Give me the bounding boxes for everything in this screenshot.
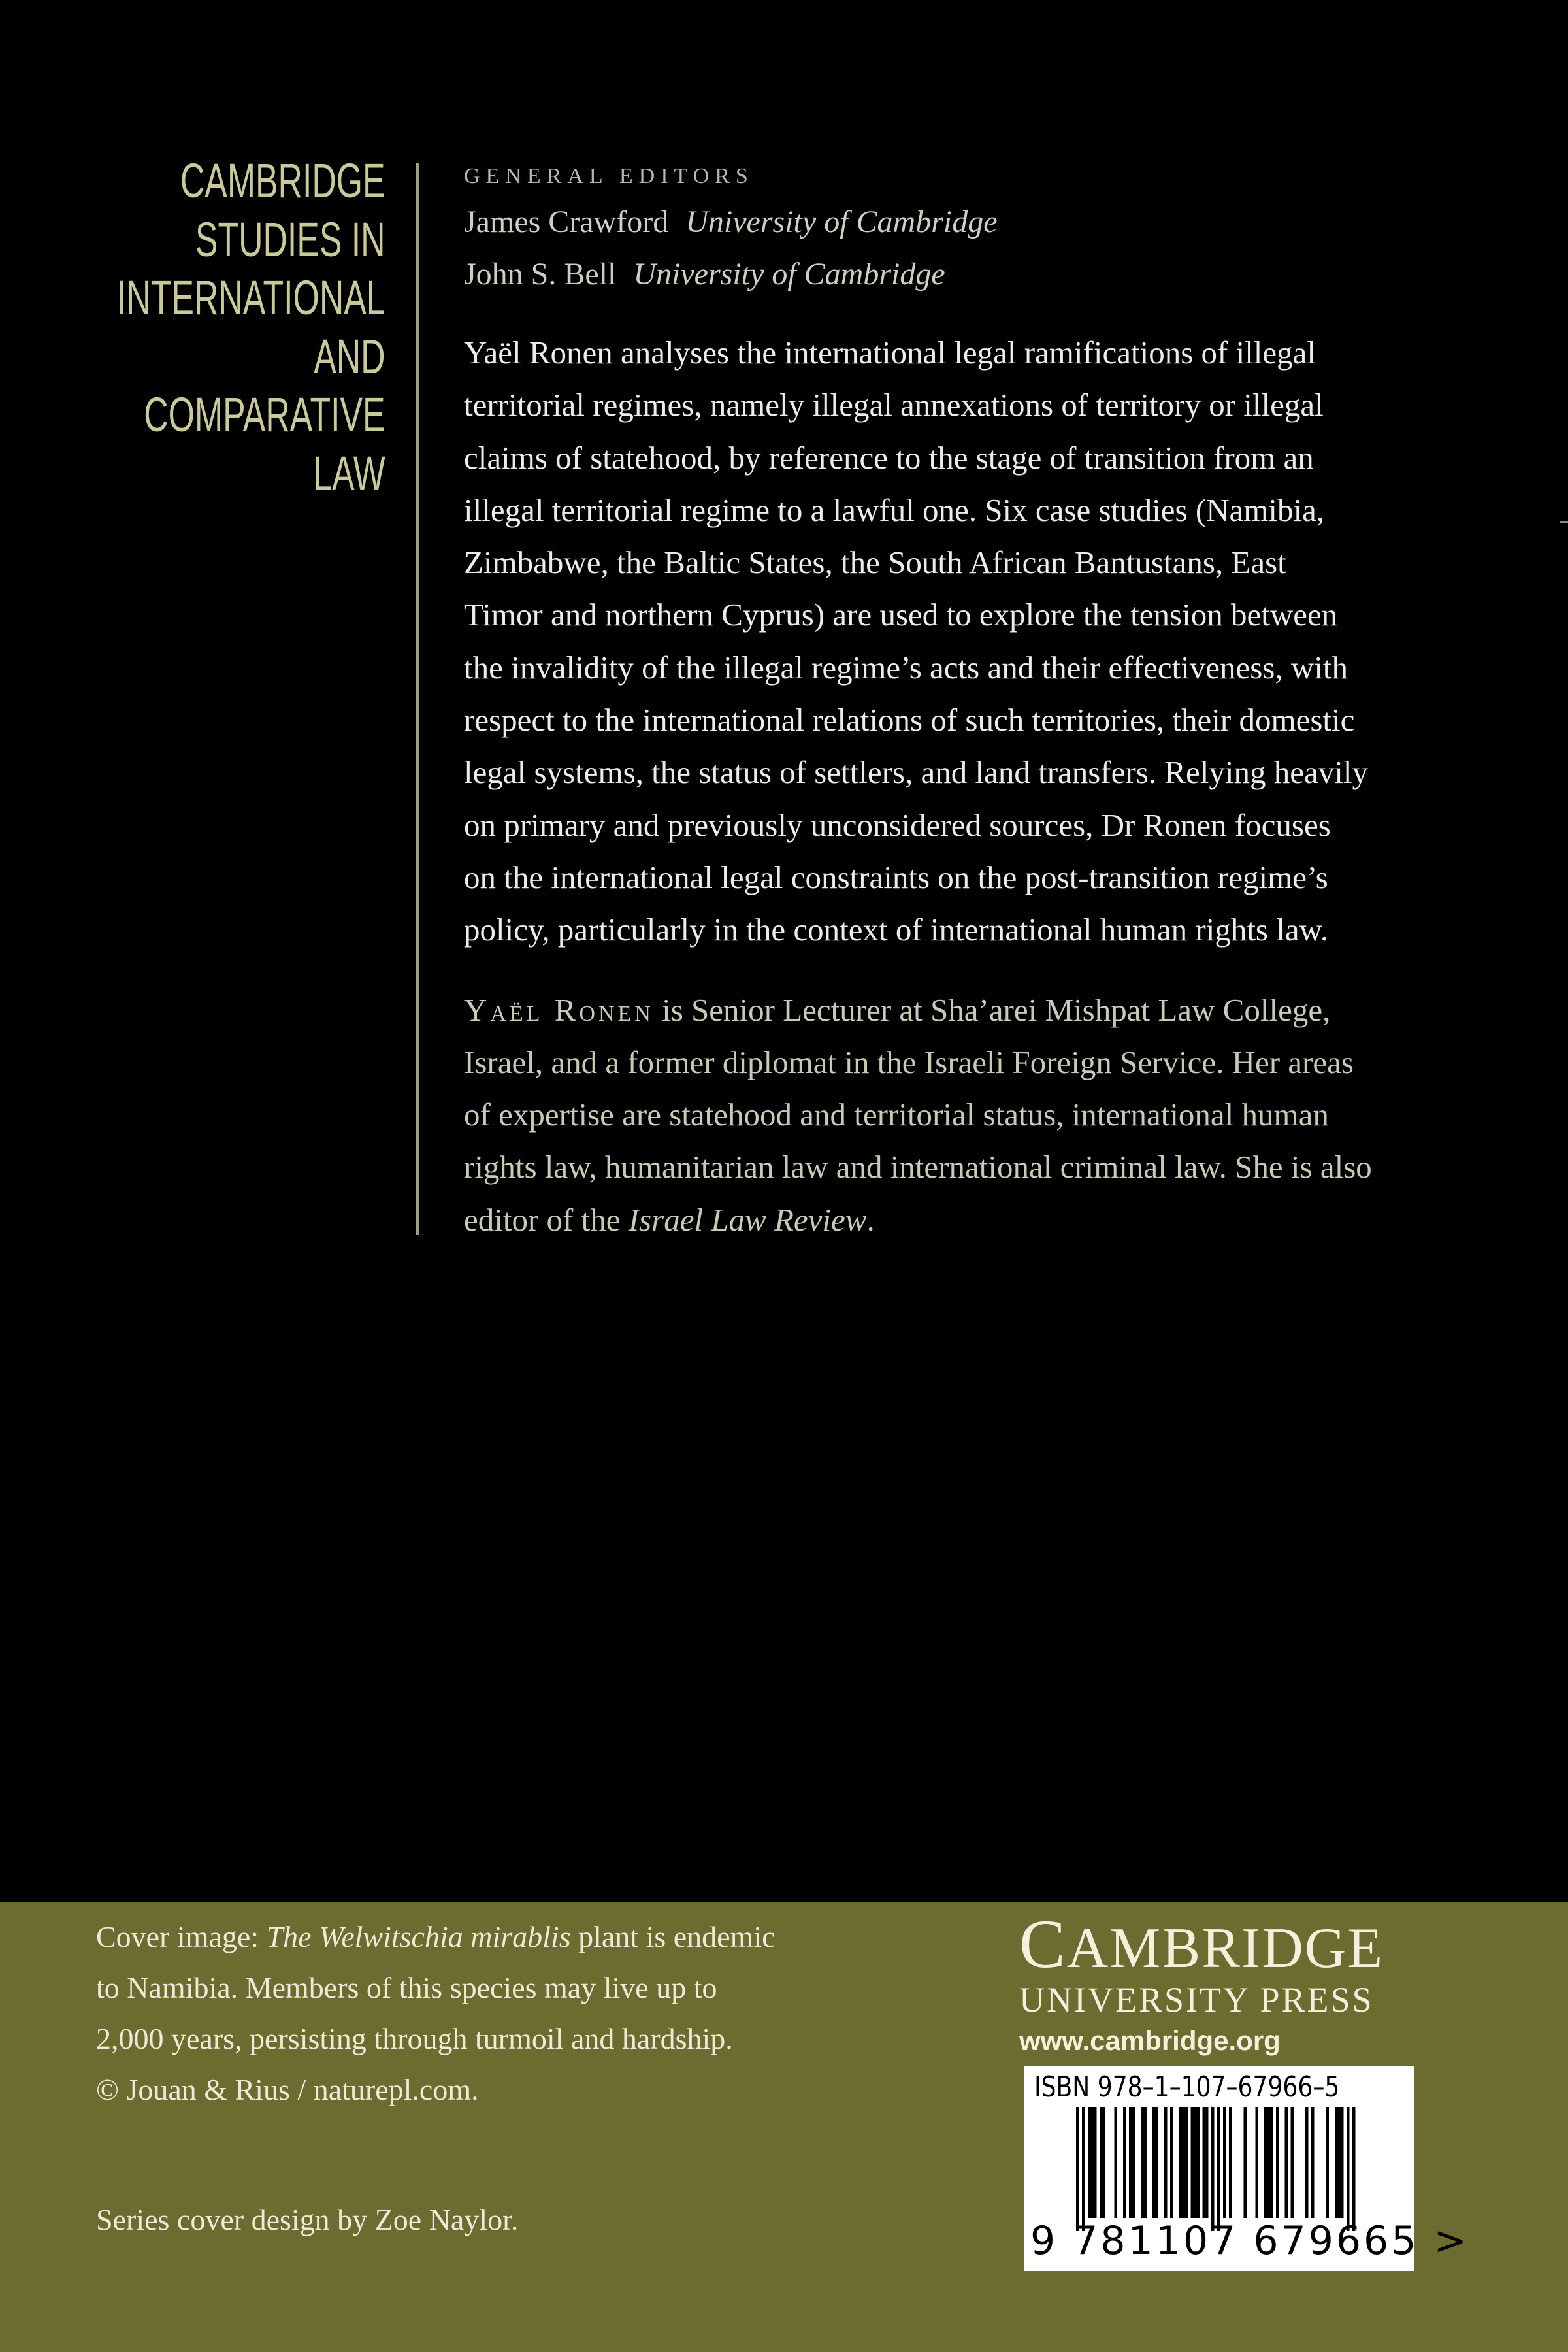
barcode-bar [1335, 2107, 1338, 2218]
publisher-subtitle: UNIVERSITY PRESS [1019, 1980, 1374, 2019]
barcode-bar [1217, 2107, 1220, 2231]
description-line: on the international legal constraints on the post-transition regime’s [464, 859, 1328, 895]
barcode-bar [1156, 2107, 1159, 2218]
barcode-bar [1103, 2107, 1106, 2218]
barcode-bar [1338, 2107, 1341, 2218]
barcode-bar [1285, 2107, 1288, 2218]
bio-line: rights law, humanitarian law and international criminal law. She is also [464, 1149, 1372, 1185]
barcode-bar [1094, 2107, 1097, 2218]
description-line: policy, particularly in the context of international human rights law. [464, 912, 1329, 948]
barcode-bar [1267, 2107, 1271, 2218]
credit-text: Cover image: [96, 1920, 267, 1953]
bio-line: of expertise are statehood and territorial status, international human [464, 1097, 1329, 1133]
barcode-bar [1347, 2107, 1350, 2231]
series-title-line: LAW [313, 446, 385, 501]
publisher-initial: C [1019, 1906, 1067, 1982]
series-title-line: STUDIES IN [195, 212, 385, 267]
barcode-bar [1341, 2107, 1344, 2218]
barcode-bar [1326, 2107, 1330, 2218]
barcode-bar [1076, 2107, 1079, 2231]
design-credit: Series cover design by Zoe Naylor. [96, 2203, 519, 2236]
barcode-bar [1091, 2107, 1094, 2218]
description-line: illegal territorial regime to a lawful one. Six case studies (Namibia, [464, 491, 1325, 528]
author-name: Yaël Ronen [464, 991, 654, 1028]
description-line: territorial regimes, namely illegal annexations of territory or illegal [464, 387, 1324, 423]
barcode-bar [1229, 2107, 1232, 2218]
isbn-label: ISBN 978–1–107–67966–5 [1034, 2070, 1340, 2104]
bio-text: editor of the [464, 1201, 629, 1238]
description-line: respect to the international relations of such territories, their domestic [464, 702, 1355, 738]
barcode-bar [1123, 2107, 1126, 2218]
description-line: legal systems, the status of settlers, and land transfers. Relying heavily [464, 754, 1368, 791]
credit-line [96, 1912, 776, 1963]
barcode-bar [1191, 2107, 1194, 2218]
main-column [464, 157, 1470, 1246]
series-title-line: AND [314, 329, 385, 384]
credit-line: to Namibia. Members of this species may live up to [96, 1971, 717, 2004]
barcode-bar [1211, 2107, 1215, 2231]
description-line: on primary and previously unconsidered sources, Dr Ronen focuses [464, 806, 1331, 843]
editor-entry [464, 196, 1470, 248]
barcode-bar [1088, 2107, 1091, 2218]
barcode-bar [1205, 2107, 1209, 2218]
barcode-bar [1082, 2107, 1085, 2231]
barcode-bar [1352, 2107, 1356, 2231]
series-title-line: COMPARATIVE [144, 388, 385, 442]
barcode-bar [1305, 2107, 1309, 2218]
barcode-bar [1115, 2107, 1118, 2218]
editor-name: John S. Bell [464, 257, 617, 291]
publisher-name [1019, 1906, 1384, 1982]
barcode-digits: 9 781107 679665 > [1030, 2218, 1469, 2264]
barcode-bar [1203, 2107, 1206, 2218]
series-title [2, 152, 385, 503]
barcode-bar [1141, 2107, 1144, 2218]
barcode-bar [1264, 2107, 1267, 2218]
publisher-name-rest: AMBRIDGE [1066, 1917, 1384, 1980]
barcode-bar [1164, 2107, 1168, 2218]
edge-mark [1560, 521, 1568, 523]
barcode-bar [1182, 2107, 1185, 2218]
credit-line: 2,000 years, persisting through turmoil and hardship. [96, 2022, 733, 2055]
barcode-bar [1185, 2107, 1188, 2218]
journal-title: Israel Law Review [628, 1201, 867, 1238]
editor-entry [464, 248, 1470, 301]
barcode-bar [1223, 2107, 1226, 2218]
series-title-line: INTERNATIONAL [117, 271, 385, 325]
barcode-bar [1144, 2107, 1147, 2218]
barcode-bar [1152, 2107, 1156, 2218]
barcode-bar [1179, 2107, 1183, 2218]
barcode-bar [1132, 2107, 1135, 2218]
series-title-line: CAMBRIDGE [180, 154, 385, 208]
author-bio [464, 984, 1470, 1246]
description-line: claims of statehood, by reference to the stage of transition from an [464, 439, 1314, 476]
barcode-bar [1276, 2107, 1279, 2218]
description-line: the invalidity of the illegal regime’s acts and their effectiveness, with [464, 649, 1348, 686]
barcode-bar [1311, 2107, 1315, 2218]
divider-line [416, 163, 419, 1235]
editor-affiliation: University of Cambridge [633, 257, 945, 291]
cover-credit [96, 1912, 776, 2115]
general-editors-heading: GENERAL EDITORS [464, 164, 754, 188]
barcode-bar [1194, 2107, 1197, 2218]
credit-text: plant is endemic [570, 1920, 776, 1953]
barcode-bar [1197, 2107, 1200, 2218]
barcode-bar [1129, 2107, 1132, 2218]
plant-name: The Welwitschia mirablis [266, 1920, 571, 1953]
book-description [464, 327, 1470, 957]
credit-line: © Jouan & Rius / naturepl.com. [96, 2073, 479, 2106]
isbn-barcode [1024, 2066, 1469, 2271]
bio-text: is Senior Lecturer at Sha’arei Mishpat Law College, [653, 991, 1331, 1028]
publisher-url: www.cambridge.org [1019, 2025, 1281, 2056]
barcode-bar [1100, 2107, 1103, 2218]
description-line: Zimbabwe, the Baltic States, the South African Bantustans, East [464, 544, 1286, 581]
editor-name: James Crawford [464, 205, 669, 239]
bio-line: Israel, and a former diplomat in the Israeli Foreign Service. Her areas [464, 1044, 1354, 1080]
barcode-bar [1244, 2107, 1247, 2218]
bio-text: . [866, 1201, 875, 1238]
bio-line [464, 1194, 1470, 1246]
barcode-bar [1256, 2107, 1259, 2218]
barcode-bar [1291, 2107, 1294, 2218]
barcode-bar [1270, 2107, 1273, 2218]
barcode-bar [1170, 2107, 1173, 2218]
publisher-logo [1019, 1906, 1384, 2061]
description-line: Yaël Ronen analyses the international legal ramifications of illegal [464, 335, 1316, 371]
description-line: Timor and northern Cyprus) are used to explore the tension between [464, 597, 1338, 633]
editor-affiliation: University of Cambridge [685, 205, 998, 239]
bio-line [464, 984, 1470, 1036]
